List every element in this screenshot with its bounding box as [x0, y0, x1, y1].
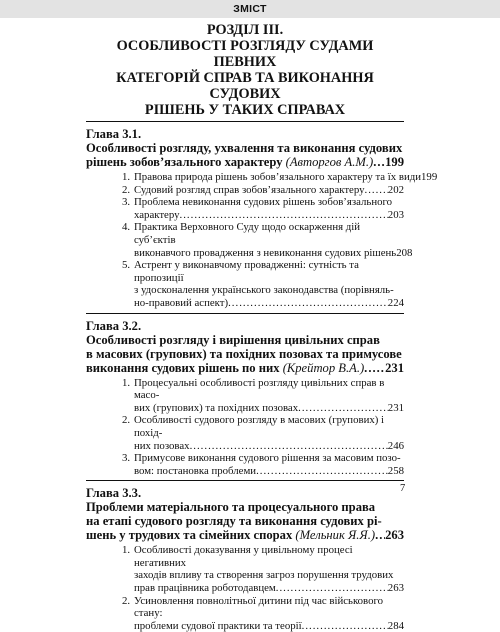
chapter-title[interactable]	[86, 333, 404, 375]
toc-item[interactable]	[86, 184, 404, 197]
section-title-line: РІШЕНЬ У ТАКИХ СПРАВАХ	[144, 102, 346, 118]
leader-dots	[375, 528, 385, 542]
section-title-line: КАТЕГОРІЙ СПРАВ ТА ВИКОНАННЯ СУДОВИХ	[116, 70, 374, 102]
item-text-line: вих (групових) та похідних позовах	[134, 401, 299, 414]
leader-dots	[373, 155, 385, 169]
item-text-line: Проблема невиконання судових рішень зобов’язального	[134, 196, 393, 209]
page-number: 7	[400, 483, 406, 494]
item-number: 2.	[122, 183, 131, 196]
item-text-line: вом: постановка проблеми	[134, 464, 257, 477]
toc-item[interactable]	[86, 452, 404, 477]
running-header	[0, 0, 500, 18]
item-text-line: Судовий розгляд справ зобов’язального характеру	[134, 183, 365, 196]
item-text-line: характеру	[134, 208, 180, 221]
chapter-title-text	[86, 361, 364, 375]
section-title-line: ОСОБЛИВОСТІ РОЗГЛЯДУ СУДАМИ ПЕВНИХ	[116, 38, 374, 70]
item-number: 2.	[122, 594, 131, 607]
item-page-number: 246	[387, 439, 404, 452]
chapter-author: (Авторгов А.М.)	[285, 155, 374, 169]
item-number: 1.	[122, 376, 131, 389]
chapter-list	[86, 121, 438, 632]
chapter-label: Глава 3.2.	[86, 318, 142, 333]
header-title: ЗМІСТ	[233, 3, 267, 15]
chapter-divider	[86, 480, 404, 481]
item-page-number: 199	[421, 171, 438, 183]
item-text-line: Особливості судового розгляду в масових (групових) і похід-	[134, 414, 385, 439]
item-last-line	[134, 184, 404, 197]
leader-dots	[190, 440, 388, 453]
chapter-item-list	[86, 544, 404, 632]
item-number: 1.	[122, 171, 131, 183]
chapter-divider	[86, 121, 404, 122]
item-number: 4.	[122, 221, 131, 234]
item-last-line	[134, 620, 404, 632]
chapter-page-number: 231	[385, 360, 404, 375]
item-number: 5.	[122, 259, 131, 272]
chapter-label: Глава 3.1.	[86, 127, 142, 141]
toc-chapter[interactable]	[86, 486, 404, 632]
item-text-line: Практика Верховного Суду щодо оскарження дій суб’єктів	[134, 221, 361, 246]
item-page-number: 202	[387, 183, 404, 196]
item-last-line	[134, 582, 404, 595]
item-number: 2.	[122, 414, 131, 427]
item-text-line: Правова природа рішень зобов’язального характеру та їх види	[134, 171, 422, 183]
section-title	[86, 22, 404, 118]
toc-item[interactable]	[86, 259, 404, 309]
item-text-line: виконавчого провадження з невиконання судових рішень	[134, 246, 397, 259]
chapter-title-text	[86, 155, 373, 169]
item-text-line: но-правовий аспект)	[134, 296, 229, 309]
chapter-label: Глава 3.3.	[86, 486, 142, 501]
chapter-title-line: Проблеми матеріального та процесуального права	[86, 500, 376, 515]
item-text-line: заходів впливу та створення загроз порушення трудових	[134, 569, 394, 582]
chapter-title-line: виконання судових рішень по них	[86, 360, 283, 375]
item-text-line: Примусове виконання судового рішення за масовим позо-	[134, 452, 401, 465]
item-number: 3.	[122, 196, 131, 209]
item-text-line: Процесуальні особливості розгляду цивільних справ в масо-	[134, 376, 385, 402]
item-text-line: Особливості доказування у цивільному процесі негативних	[134, 544, 353, 569]
toc-item[interactable]	[86, 171, 438, 184]
chapter-item-list	[86, 377, 404, 478]
toc-chapter[interactable]	[86, 127, 438, 310]
item-last-line	[134, 297, 404, 310]
chapter-title-line: в масових (групових) та похідних позовах та примусове	[86, 346, 402, 361]
chapter-title-line: на етапі судового розгляду та виконання судових рі-	[86, 514, 382, 529]
toc-item[interactable]	[86, 221, 413, 259]
chapter-title-text	[86, 528, 375, 542]
leader-dots	[298, 402, 388, 415]
item-text-line: них позовах	[134, 439, 190, 452]
chapter-title-line: рішень зобов’язального характеру	[86, 155, 286, 169]
leader-dots	[228, 297, 388, 310]
item-page-number: 263	[387, 582, 404, 595]
chapter-title-line: шень у трудових та сімейних спорах	[86, 528, 296, 543]
item-text-line: прав працівника роботодавцем	[134, 582, 276, 595]
item-number: 3.	[122, 452, 131, 465]
toc-item[interactable]	[86, 414, 404, 452]
leader-dots	[365, 184, 388, 197]
toc-item[interactable]	[86, 544, 404, 594]
chapter-title-last-line	[86, 155, 404, 169]
chapter-title-last-line	[86, 361, 404, 375]
chapter-page-number: 199	[385, 155, 404, 169]
leader-dots	[364, 361, 385, 375]
chapter-title[interactable]	[86, 141, 404, 169]
chapter-page-number: 263	[385, 528, 404, 543]
section-title-line: РОЗДІЛ ІІІ.	[206, 22, 284, 38]
chapter-title-last-line	[86, 528, 404, 542]
item-text-line: Астрент у виконавчому провадженні: сутність та пропозиції	[134, 259, 359, 284]
chapter-author: (Крейтор В.А.)	[282, 360, 365, 375]
item-page-number: 208	[396, 246, 413, 259]
toc-item[interactable]	[86, 377, 404, 415]
item-page-number: 258	[387, 464, 404, 477]
leader-dots	[256, 465, 388, 478]
item-last-line	[134, 465, 404, 478]
item-page-number: 224	[387, 296, 404, 309]
item-last-line	[134, 246, 413, 260]
toc-item[interactable]	[86, 196, 404, 221]
chapter-title[interactable]	[86, 500, 404, 542]
item-page-number: 231	[387, 401, 404, 414]
chapter-divider	[86, 313, 404, 314]
item-text-line: Усиновлення повнолітньої дитини під час військового стану:	[134, 594, 384, 620]
chapter-title-line: Особливості розгляду і вирішення цивільних справ	[86, 332, 380, 347]
item-last-line	[134, 171, 438, 184]
chapter-item-list	[86, 171, 438, 310]
item-page-number: 203	[387, 208, 404, 221]
leader-dots	[180, 209, 388, 222]
toc-page	[86, 22, 438, 632]
item-text-line: з удосконалення українського законодавства (порівняль-	[134, 284, 394, 297]
toc-chapter[interactable]	[86, 319, 404, 478]
leader-dots	[302, 620, 388, 632]
item-text-line: проблеми судової практики та теорії	[134, 619, 302, 632]
toc-item[interactable]	[86, 595, 404, 632]
leader-dots	[276, 582, 388, 595]
item-last-line	[134, 209, 404, 222]
chapter-author: (Мельник Я.Я.)	[295, 528, 376, 543]
item-number: 1.	[122, 544, 131, 557]
item-last-line	[134, 440, 404, 453]
chapter-title-line: Особливості розгляду, ухвалення та виконання судових	[86, 141, 403, 155]
item-last-line	[134, 402, 404, 415]
item-page-number: 284	[387, 619, 404, 632]
